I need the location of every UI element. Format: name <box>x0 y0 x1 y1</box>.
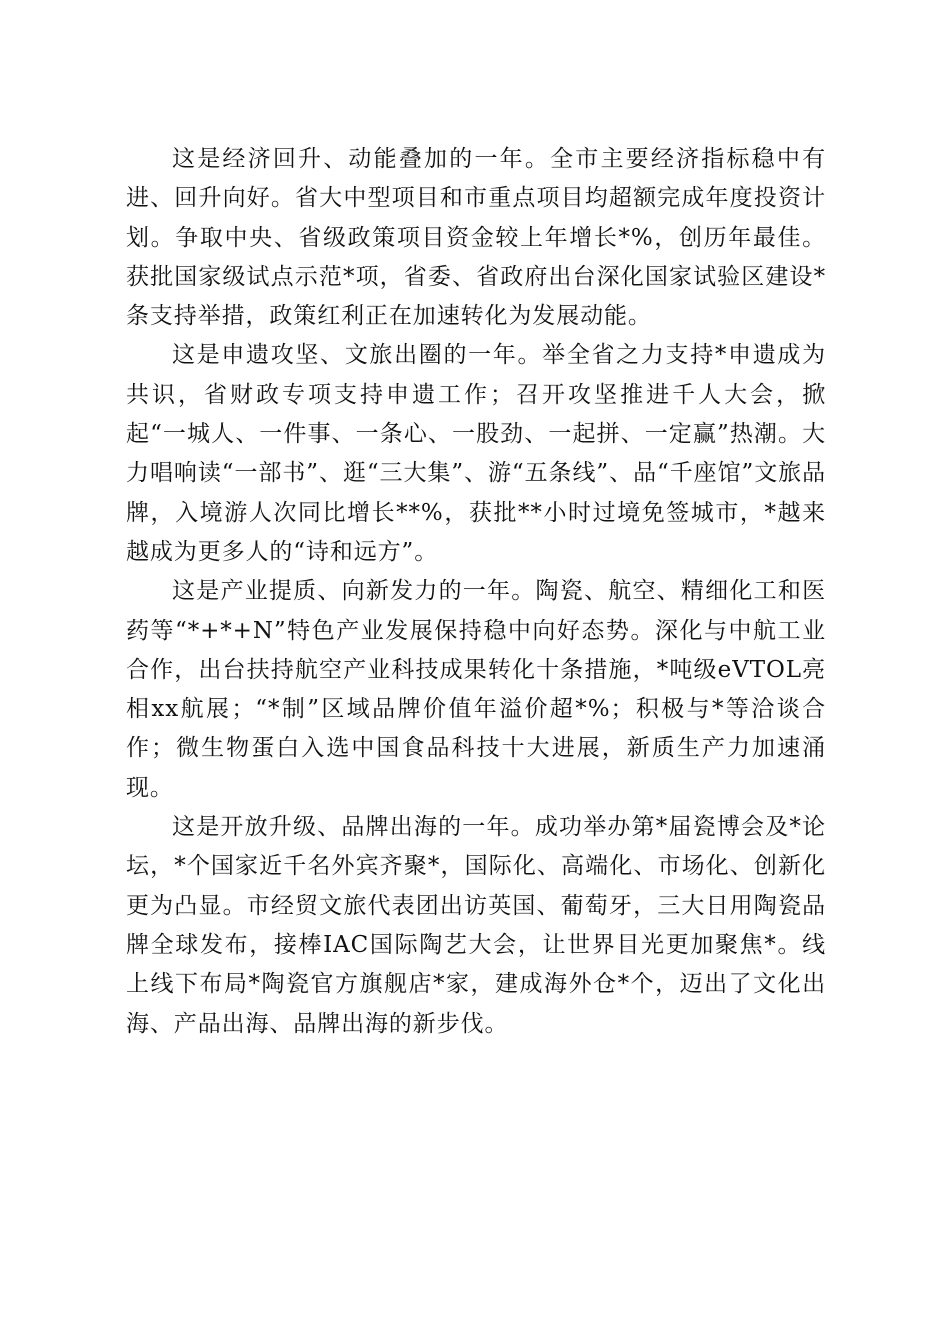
paragraph-economy: 这是经济回升、动能叠加的一年。全市主要经济指标稳中有进、回升向好。省大中型项目和市重点项目均超额完成年度投资计划。争取中央、省级政策项目资金较上年增长*%，创历年最佳。获批国家级试点示范*项，省委、省政府出台深化国家试验区建设*条支持举措，政策红利正在加速转化为发展动能。 <box>126 146 826 330</box>
paragraph-heritage-tourism: 这是申遗攻坚、文旅出圈的一年。举全省之力支持*申遗成为共识，省财政专项支持申遗工作；召开攻坚推进千人大会，掀起“一城人、一件事、一条心、一股劲、一起拼、一定赢”热潮。大力唱响读“一部书”、逛“三大集”、游“五条线”、品“千座馆”文旅品牌，入境游人次同比增长**%，获批**小时过境免签城市，*越来越成为更多人的“诗和远方”。 <box>126 342 826 565</box>
paragraph-industry: 这是产业提质、向新发力的一年。陶瓷、航空、精细化工和医药等“*+*+N”特色产业发展保持稳中向好态势。深化与中航工业合作，出台扶持航空产业科技成果转化十条措施，*吨级eVTOL亮相xx航展；“*制”区域品牌价值年溢价超*%；积极与*等洽谈合作；微生物蛋白入选中国食品科技十大进展，新质生产力加速涌现。 <box>126 578 826 801</box>
document-body <box>126 140 826 1044</box>
paragraph-opening-brand: 这是开放升级、品牌出海的一年。成功举办第*届瓷博会及*论坛，*个国家近千名外宾齐聚*，国际化、高端化、市场化、创新化更为凸显。市经贸文旅代表团出访英国、葡萄牙，三大日用陶瓷品牌全球发布，接棒IAC国际陶艺大会，让世界目光更加聚焦*。线上线下布局*陶瓷官方旗舰店*家，建成海外仓*个，迈出了文化出海、产品出海、品牌出海的新步伐。 <box>126 814 826 1037</box>
